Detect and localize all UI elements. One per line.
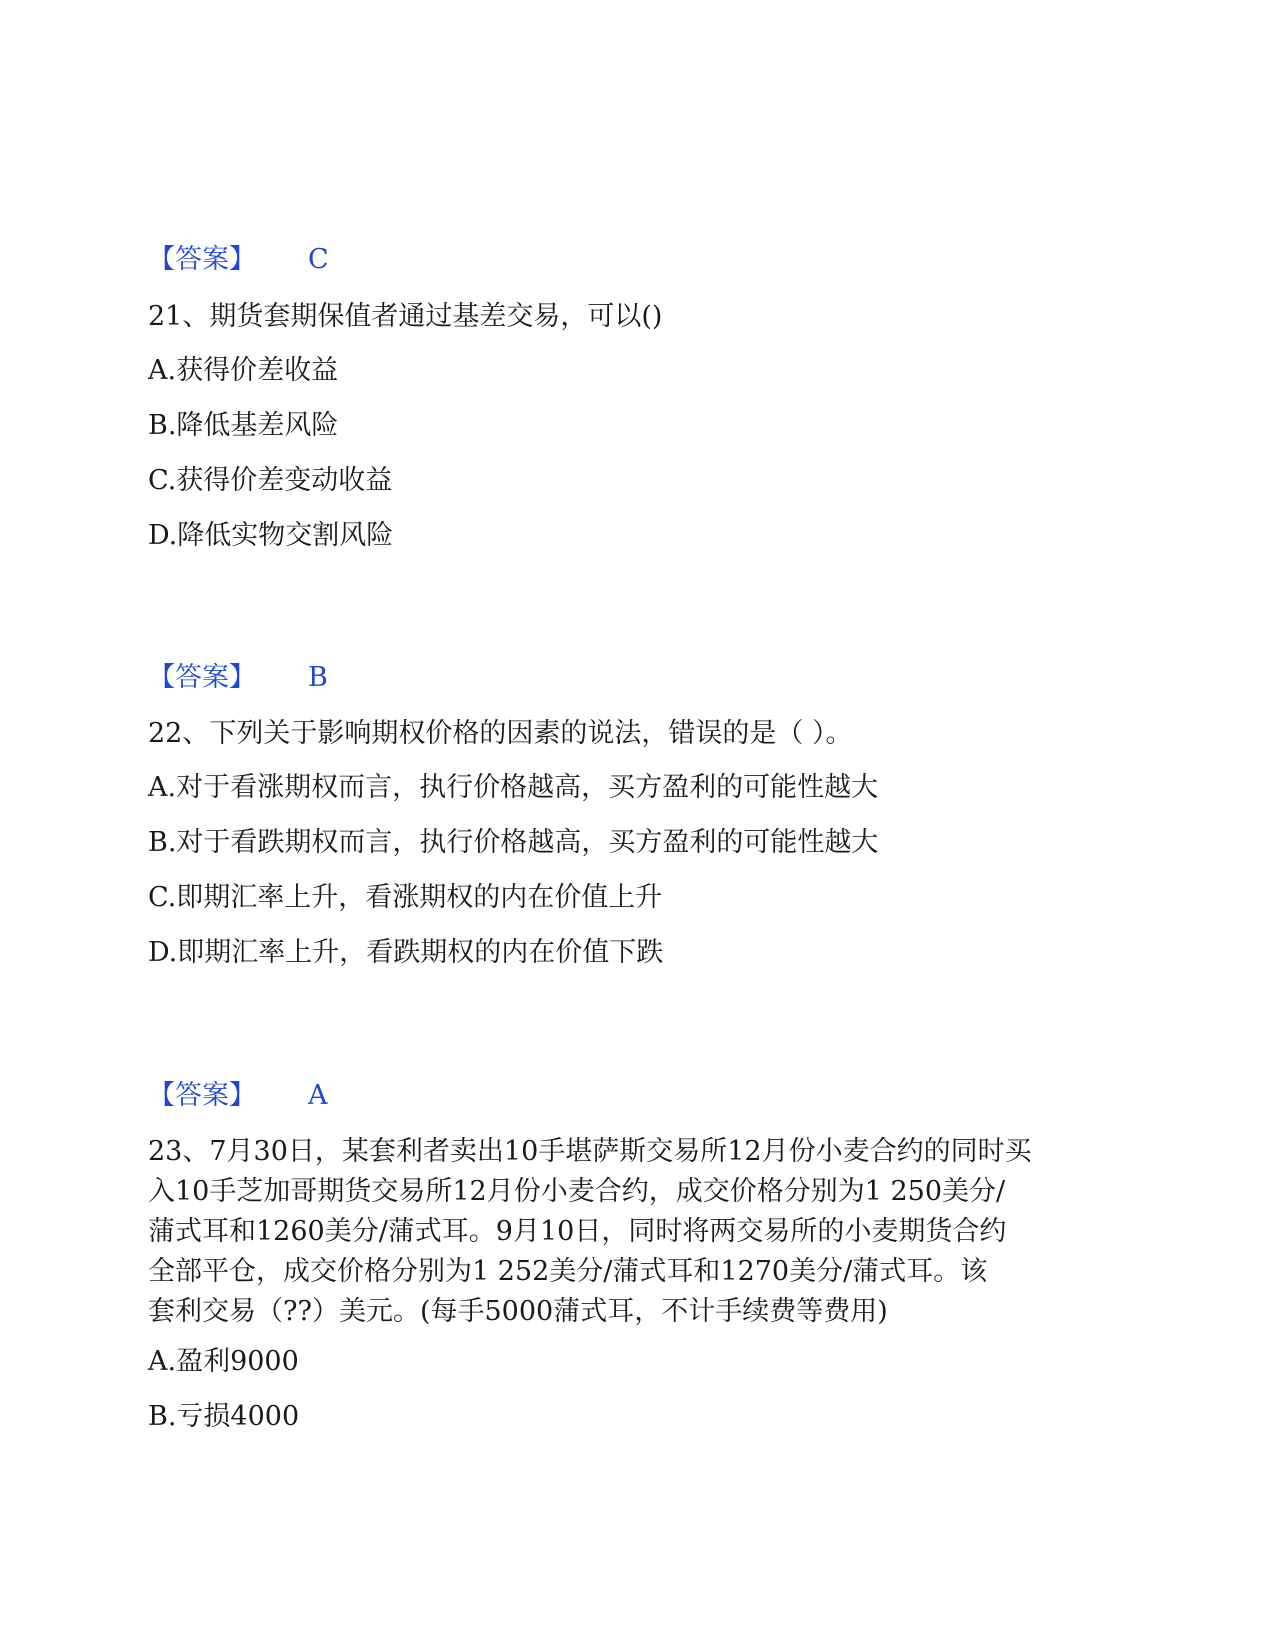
option-22-b: B.对于看跌期权而言，执行价格越高，买方盈利的可能性越大 (148, 827, 879, 858)
answer-label: 【答案】 (148, 1080, 256, 1111)
answer-label: 【答案】 (148, 662, 256, 693)
question-23-line: 入10手芝加哥期货交易所12月份小麦合约，成交价格分别为1 250美分/ (148, 1176, 1006, 1207)
question-23-line: 套利交易（??）美元。(每手5000蒲式耳，不计手续费等费用) (148, 1296, 888, 1327)
question-22: 22、下列关于影响期权价格的因素的说法，错误的是（ ）。 (148, 718, 853, 749)
option-21-a: A.获得价差收益 (148, 355, 339, 386)
question-23-line: 全部平仓，成交价格分别为1 252美分/蒲式耳和1270美分/蒲式耳。该 (148, 1256, 988, 1287)
option-21-d: D.降低实物交割风险 (148, 520, 394, 551)
question-23-line: 蒲式耳和1260美分/蒲式耳。9月10日，同时将两交易所的小麦期货合约 (148, 1216, 1007, 1247)
option-22-c: C.即期汇率上升，看涨期权的内在价值上升 (148, 882, 663, 913)
answer-row (148, 662, 548, 694)
answer-value: A (308, 1080, 328, 1111)
option-21-c: C.获得价差变动收益 (148, 465, 393, 496)
option-22-a: A.对于看涨期权而言，执行价格越高，买方盈利的可能性越大 (148, 772, 879, 803)
option-21-b: B.降低基差风险 (148, 410, 339, 441)
question-23-line: 23、7月30日，某套利者卖出10手堪萨斯交易所12月份小麦合约的同时买 (148, 1136, 1032, 1167)
option-22-d: D.即期汇率上升，看跌期权的内在价值下跌 (148, 937, 664, 968)
question-23 (148, 1132, 1128, 1332)
answer-row (148, 244, 548, 276)
answer-label: 【答案】 (148, 244, 256, 275)
answer-value: C (308, 244, 329, 275)
answer-value: B (308, 662, 328, 693)
option-23-b: B.亏损4000 (148, 1401, 300, 1432)
option-23-a: A.盈利9000 (148, 1346, 299, 1377)
question-21: 21、期货套期保值者通过基差交易，可以() (148, 301, 663, 332)
answer-row (148, 1080, 548, 1112)
